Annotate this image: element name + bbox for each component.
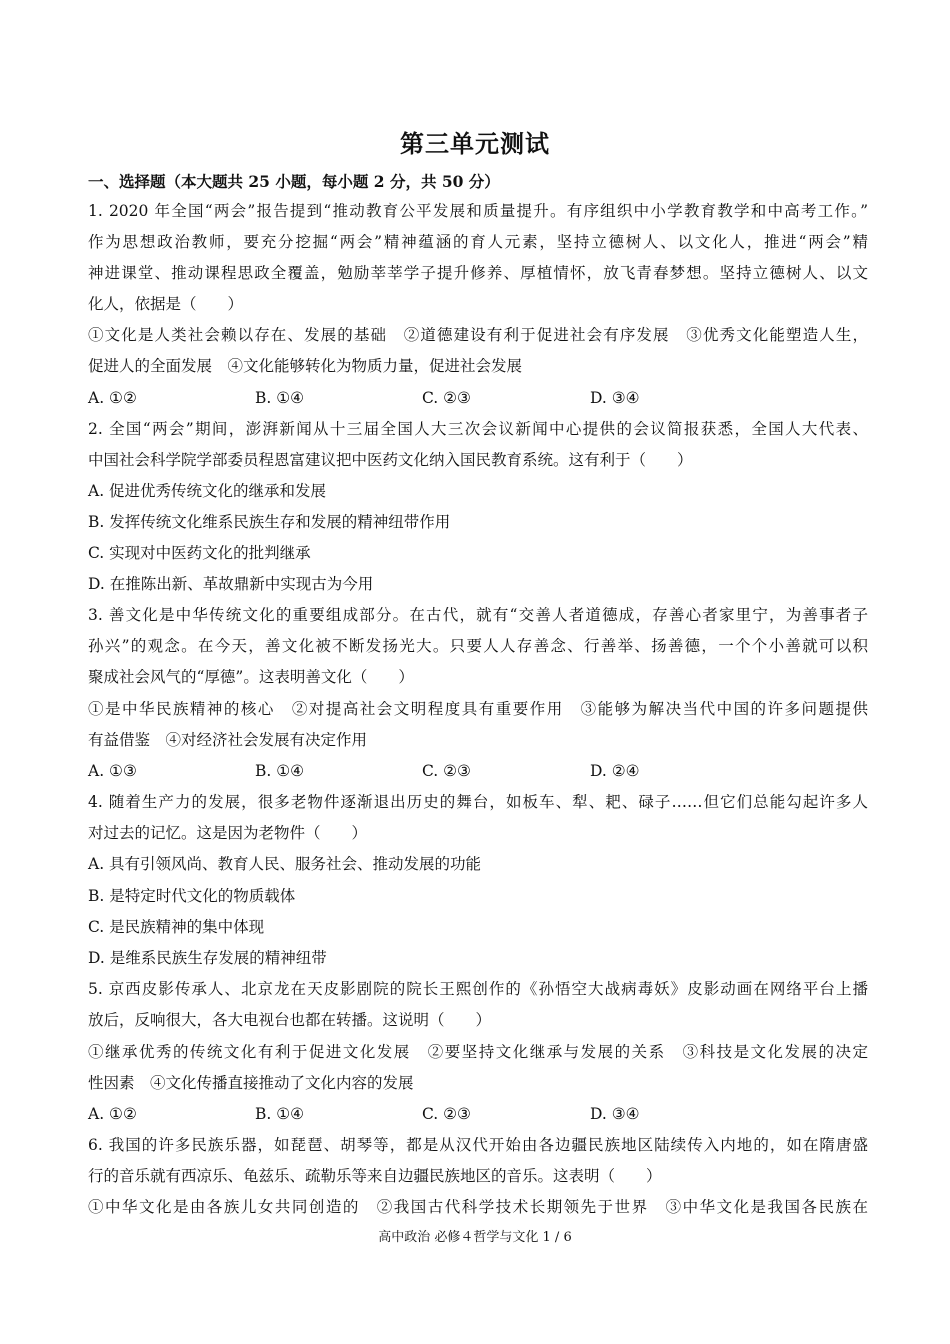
q4-option-a: A. 具有引领风尚、教育人民、服务社会、推动发展的功能 bbox=[88, 855, 482, 873]
q6-stem-line: 行的音乐就有西凉乐、龟兹乐、疏勒乐等来自边疆民族地区的音乐。这表明（ ） bbox=[88, 1167, 662, 1185]
q3-option-a: A. ①③ bbox=[88, 762, 137, 780]
q2-option-c: C. 实现对中医药文化的批判继承 bbox=[88, 544, 311, 562]
q1-statement-line: 促进人的全面发展 ④文化能够转化为物质力量，促进社会发展 bbox=[88, 357, 523, 375]
q1-stem-line: 作为思想政治教师，要充分挖掘“两会”精神蕴涵的育人元素，坚持立德树人、以文化人，推进“两会”精 bbox=[88, 233, 868, 251]
q2-stem-line: 2. 全国“两会”期间，澎湃新闻从十三届全国人大三次会议新闻中心提供的会议简报获悉，全国人大代表、 bbox=[88, 420, 868, 438]
q5-stem-line: 放后，反响很大，各大电视台也都在转播。这说明（ ） bbox=[88, 1011, 492, 1029]
q2-option-a: A. 促进优秀传统文化的继承和发展 bbox=[88, 482, 327, 500]
q1-stem-line: 神进课堂、推动课程思政全覆盖，勉励莘莘学子提升修养、厚植情怀，放飞青春梦想。坚持立德树人、以文 bbox=[88, 264, 868, 282]
q4-option-d: D. 是维系民族生存发展的精神纽带 bbox=[88, 949, 327, 967]
q3-statement-line: 有益借鉴 ④对经济社会发展有决定作用 bbox=[88, 731, 368, 749]
q1-stem-line: 1. 2020 年全国“两会”报告提到“推动教育公平发展和质量提升。有序组织中小学教育教学和中高考工作。” bbox=[88, 202, 868, 220]
q4-option-c: C. 是民族精神的集中体现 bbox=[88, 918, 265, 936]
q1-option-d: D. ③④ bbox=[590, 389, 640, 407]
q3-option-b: B. ①④ bbox=[255, 762, 305, 780]
q1-option-b: B. ①④ bbox=[255, 389, 305, 407]
q4-stem-line: 4. 随着生产力的发展，很多老物件逐渐退出历史的舞台，如板车、犁、耙、碌子……但它们总能勾起许多人 bbox=[88, 793, 868, 811]
q3-statement-line: ①是中华民族精神的核心 ②对提高社会文明程度具有重要作用 ③能够为解决当代中国的许多问题提供 bbox=[88, 700, 868, 718]
page-title: 第三单元测试 bbox=[400, 129, 550, 158]
q2-option-d: D. 在推陈出新、革故鼎新中实现古为今用 bbox=[88, 575, 374, 593]
q1-statement-line: ①文化是人类社会赖以存在、发展的基础 ②道德建设有利于促进社会有序发展 ③优秀文化能塑造人生， bbox=[88, 326, 868, 344]
q3-stem-line: 聚成社会风气的“厚德”。这表明善文化（ ） bbox=[88, 668, 414, 686]
q5-stem-line: 5. 京西皮影传承人、北京龙在天皮影剧院的院长王熙创作的《孙悟空大战病毒妖》皮影动画在网络平台上播 bbox=[88, 980, 868, 998]
q1-stem-line: 化人，依据是（ ） bbox=[88, 295, 244, 313]
q2-stem-line: 中国社会科学院学部委员程恩富建议把中医药文化纳入国民教育系统。这有利于（ ） bbox=[88, 451, 693, 469]
q3-option-d: D. ②④ bbox=[590, 762, 640, 780]
q2-option-b: B. 发挥传统文化维系民族生存和发展的精神纽带作用 bbox=[88, 513, 451, 531]
q5-option-c: C. ②③ bbox=[422, 1105, 471, 1123]
q5-statement-line: 性因素 ④文化传播直接推动了文化内容的发展 bbox=[88, 1074, 414, 1092]
q5-statement-line: ①继承优秀的传统文化有利于促进文化发展 ②要坚持文化继承与发展的关系 ③科技是文化发展的决定 bbox=[88, 1043, 868, 1061]
section-heading: 一、选择题（本大题共 25 小题，每小题 2 分，共 50 分） bbox=[88, 172, 500, 191]
q4-stem-line: 对过去的记忆。这是因为老物件（ ） bbox=[88, 824, 368, 842]
q3-stem-line: 3. 善文化是中华传统文化的重要组成部分。在古代，就有“交善人者道德成，存善心者家里宁，为善事者子 bbox=[88, 606, 868, 624]
q3-stem-line: 孙兴”的观念。在今天，善文化被不断发扬光大。只要人人存善念、行善举、扬善德，一个个小善就可以积 bbox=[88, 637, 868, 655]
q1-option-c: C. ②③ bbox=[422, 389, 471, 407]
q1-option-a: A. ①② bbox=[88, 389, 137, 407]
q6-statement-line: ①中华文化是由各族儿女共同创造的 ②我国古代科学技术长期领先于世界 ③中华文化是我国各民族在 bbox=[88, 1198, 868, 1216]
q5-option-d: D. ③④ bbox=[590, 1105, 640, 1123]
q4-option-b: B. 是特定时代文化的物质载体 bbox=[88, 887, 296, 905]
q3-option-c: C. ②③ bbox=[422, 762, 471, 780]
page-footer: 高中政治 必修４哲学与文化 1 / 6 bbox=[378, 1230, 572, 1245]
q5-option-b: B. ①④ bbox=[255, 1105, 305, 1123]
q5-option-a: A. ①② bbox=[88, 1105, 137, 1123]
q6-stem-line: 6. 我国的许多民族乐器，如琵琶、胡琴等，都是从汉代开始由各边疆民族地区陆续传入内地的，如在隋唐盛 bbox=[88, 1136, 868, 1154]
